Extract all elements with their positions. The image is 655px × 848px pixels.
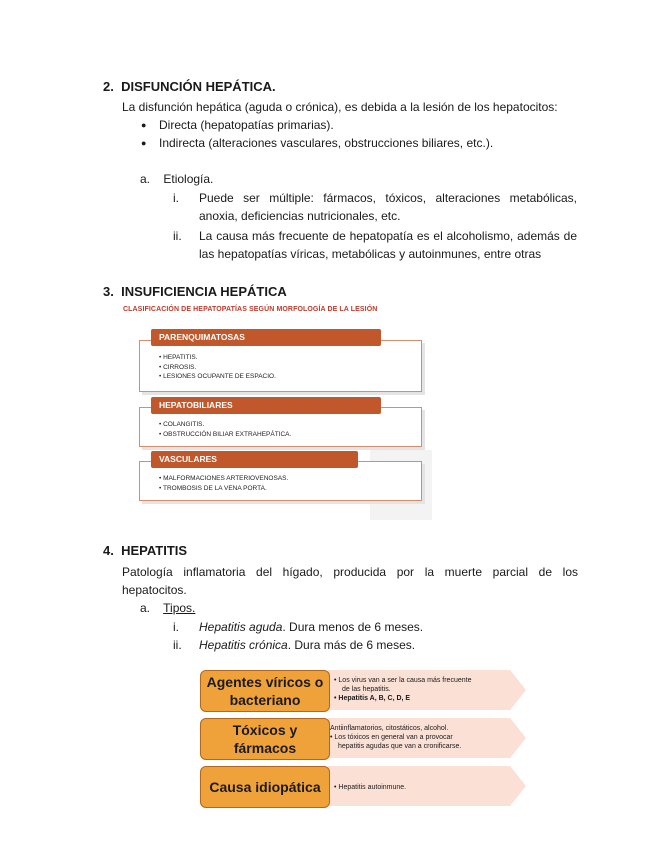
hepatitis-type-2 [173, 636, 416, 654]
cause-3-details [334, 783, 406, 792]
list-item: • COLANGITIS. [159, 420, 291, 430]
etiology-item-1-marker: i. [173, 191, 179, 205]
category-list-parenquimatosas [159, 353, 276, 382]
hepatitis-type-2-marker: ii. [173, 638, 182, 652]
figure-title: CLASIFICACIÓN DE HEPATOPATÍAS SEGÚN MORFOLOGÍA DE LA LESIÓN [123, 306, 378, 313]
section2-sub-a [140, 170, 213, 188]
section4-number: 4. [103, 543, 114, 558]
category-header-vasculares: VASCULARES [151, 451, 358, 468]
section2-intro: La disfunción hepática (aguda o crónica), es debida a la lesión de los hepatocitos: [122, 100, 558, 114]
category-list-hepatobiliares [159, 420, 291, 439]
list-item: • OBSTRUCCIÓN BILIAR EXTRAHEPÁTICA. [159, 430, 291, 440]
cause-box-agentes [200, 670, 330, 712]
cause-1-details [334, 676, 471, 703]
section4-sub-a-label: Tipos. [163, 601, 196, 615]
list-item: • TROMBOSIS DE LA VENA PORTA. [159, 484, 288, 494]
etiology-item-1-line1: Puede ser múltiple: fármacos, tóxicos, alteraciones metabólicas, [199, 191, 577, 205]
cause-2-bullet-2-cont: hepatitis agudas que van a cronificarse. [338, 743, 462, 750]
cause-1-bullet-1-cont: de las hepatitis. [342, 686, 391, 693]
cause-box-idiopatica [200, 766, 330, 808]
cause-1-bullet-2: • Hepatitis A, B, C, D, E [334, 694, 471, 703]
section2-sub-a-marker: a. [140, 172, 151, 186]
category-header-hepatobiliares: HEPATOBILIARES [151, 397, 381, 414]
cause-1-bullet-1: • Los virus van a ser la causa más frecuente [334, 676, 471, 685]
section2-bullet-1: ● Directa (hepatopatías primarias). [159, 116, 334, 134]
hepatitis-causes-diagram [198, 668, 528, 810]
section4-sub-a [140, 599, 195, 617]
list-item: • MALFORMACIONES ARTERIOVENOSAS. [159, 474, 288, 484]
etiology-item-2-line2: las hepatopatías víricas, metabólicas y autoinmunes, entre otras [199, 247, 542, 261]
cause-3-name: Causa idiopática [209, 779, 321, 795]
section4-heading [103, 543, 187, 558]
hepatitis-type-2-desc: . Dura más de 6 meses. [287, 638, 416, 652]
hepatitis-type-1 [173, 618, 424, 636]
cause-2-bullet-2: • Los tóxicos en general van a provocar [330, 733, 461, 742]
hepatitis-type-1-name: Hepatitis aguda [199, 620, 283, 634]
section2-title: DISFUNCIÓN HEPÁTICA. [121, 79, 276, 94]
section2-heading [103, 79, 276, 94]
category-header-parenquimatosas: PARENQUIMATOSAS [151, 329, 381, 346]
cause-box-toxicos [200, 718, 330, 760]
section2-number: 2. [103, 79, 114, 94]
section2-sub-a-label: Etiología. [163, 172, 214, 186]
cause-2-details [330, 724, 461, 751]
section4-title: HEPATITIS [121, 543, 188, 558]
etiology-item-2-marker: ii. [173, 229, 182, 243]
cause-3-bullet-1: • Hepatitis autoinmune. [334, 783, 406, 792]
hepatitis-definition [122, 563, 578, 599]
hepatitis-definition-line1: Patología inflamatoria del hígado, producida por la muerte parcial de los [122, 565, 578, 579]
list-item: • HEPATITIS. [159, 353, 276, 363]
section2-bullet-2: ● Indirecta (alteraciones vasculares, obstrucciones biliares, etc.). [159, 134, 493, 152]
classification-figure [120, 300, 432, 520]
section3-title: INSUFICIENCIA HEPÁTICA [121, 284, 287, 299]
cause-1-name-line2: bacteriano [229, 692, 301, 708]
category-list-vasculares [159, 474, 288, 493]
section3-heading [103, 284, 287, 299]
hepatitis-definition-line2: hepatocitos. [122, 583, 187, 597]
etiology-item-1 [173, 189, 577, 225]
hepatitis-type-2-name: Hepatitis crónica [199, 638, 288, 652]
list-item: • LESIONES OCUPANTE DE ESPACIO. [159, 372, 276, 382]
cause-2-line-1: Antiinflamatorios, citostáticos, alcohol. [330, 725, 449, 732]
section4-sub-a-marker: a. [140, 601, 151, 615]
section3-number: 3. [103, 284, 114, 299]
etiology-item-2-line1: La causa más frecuente de hepatopatía es el alcoholismo, además de [199, 229, 577, 243]
hepatitis-type-1-marker: i. [173, 620, 179, 634]
list-item: • CIRROSIS. [159, 363, 276, 373]
cause-2-name: Tóxicos y fármacos [232, 722, 298, 756]
etiology-item-2 [173, 227, 577, 263]
etiology-item-1-line2: anoxia, deficiencias nutricionales, etc. [199, 209, 401, 223]
hepatitis-type-1-desc: . Dura menos de 6 meses. [282, 620, 424, 634]
cause-1-name-line1: Agentes víricos o [206, 674, 324, 690]
